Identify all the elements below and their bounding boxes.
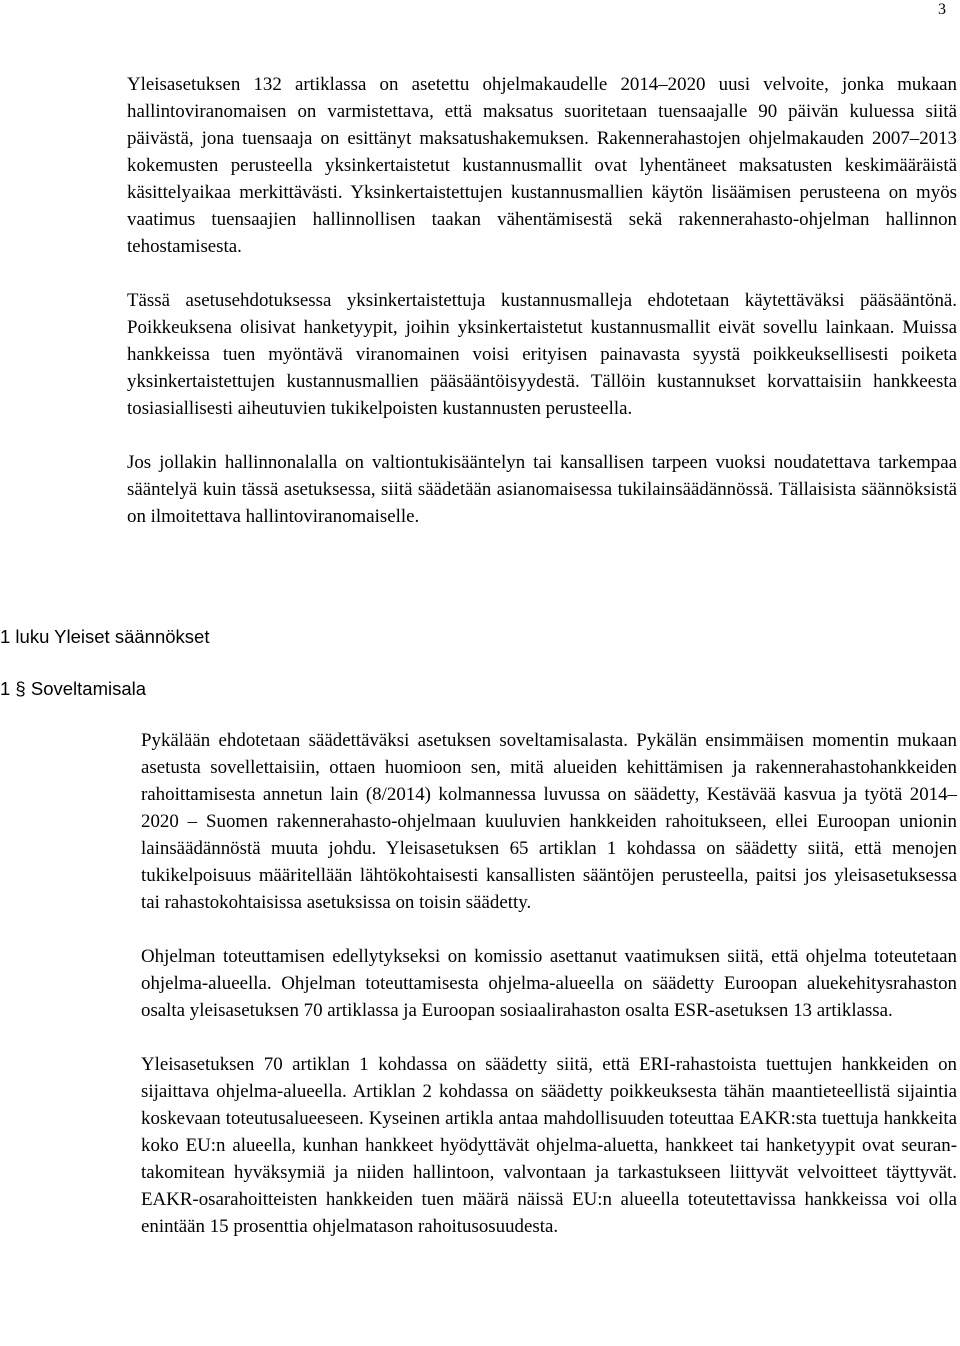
paragraph-soveltamisala: Pykälään ehdotetaan säädettäväksi asetuksen soveltamisalasta. Pykälän ensimmäisen momentin mukaan asetusta sovellettaisiin, ottaen huomioon sen, mitä alueiden kehittämisen ja rakennerahastohankkeiden rahoittamisesta annetun lain (8/2014) kolmannessa luvussa on säädetty, Kestävää kasvua ja työtä 2014–2020 – Suomen rakennerahasto-ohjelmaan kuuluvien hankkeiden rahoitukseen, ellei Euroopan unionin lainsäädännöstä muuta johdu. Yleisasetuksen 65 artiklan 1 kohdassa on säädetty siitä, että menojen tukikelpoisuus määritellään lähtökohtaisesti kansallisten sääntöjen perusteella, paitsi jos yleisasetuksessa tai rahastokohtaisissa asetuksissa on toisin säädetty.: [141, 730, 957, 913]
paragraph-artikla-70: Yleisasetuksen 70 artiklan 1 kohdassa on säädetty siitä, että ERI-rahastoista tuettujen hankkeiden on sijaittava ohjelma-alueella. Artiklan 2 kohdassa on säädetty poikkeuksesta tähän maantieteellistä sijaintia koskevaan toteutusalueeseen. Kyseinen artikla antaa mahdollisuuden toteuttaa EAKR:sta tuettuja hankkeita koko EU:n alueella, kunhan hankkeet hyödyttävät ohjelma-aluetta, hankkeet tai hanketyypit ovat seurantakomitean hyväksymiä ja niiden hallintoon, valvontaan ja tarkastukseen liittyvät velvoitteet täyttyvät. EAKR-osarahoitteisten hankkeiden tuen määrä näissä EU:n alueella toteutettavissa hankkeissa voi olla enintään 15 prosenttia ohjelmatason rahoitusosuudesta.: [141, 1054, 957, 1237]
intro-text-block: [127, 71, 957, 530]
section-text-block: [141, 727, 957, 1240]
paragraph-tukilainsaadanto: Jos jollakin hallinnonalalla on valtiontukisääntelyn tai kansallisen tarpeen vuoksi noudatettava tarkempaa sääntelyä kuin tässä asetuksessa, siitä säädetään asianomaisessa tukilainsäädännössä. Tällaisista säännöksistä on ilmoitettava hallintoviranomaiselle.: [127, 452, 957, 527]
paragraph-ohjelma-alue: Ohjelman toteuttamisen edellytykseksi on komissio asettanut vaatimuksen siitä, että ohjelma toteutetaan ohjelma-alueella. Ohjelman toteuttamisesta ohjelma-alueella on säädetty Euroopan aluekehitysrahaston osalta yleisasetuksen 70 artiklassa ja Euroopan sosiaalirahaston osalta ESR-asetuksen 13 artiklassa.: [141, 946, 957, 1021]
page-number: 3: [938, 1, 946, 18]
section-heading: 1 § Soveltamisala: [0, 678, 147, 699]
paragraph-maksatusaika: Yleisasetuksen 132 artiklassa on asetettu ohjelmakaudelle 2014–2020 uusi velvoite, jonka mukaan hallintoviranomaisen on varmistettava, että maksatus suoritetaan tuensaajalle 90 päivän kuluessa siitä päivästä, jona tuensaaja on esittänyt maksatushakemuksen. Rakennerahastojen ohjelmakauden 2007–2013 kokemusten perusteella yksinkertaistetut kustannusmallit ovat lyhentäneet maksatusten keskimääräistä käsittelyaikaa merkittävästi. Yksinkertaistettujen kustannusmallien käytön lisäämisen perusteena on myös vaatimus tuensaajien hallinnollisen taakan vähentämisestä sekä rakennerahasto-ohjelman hallinnon tehostamisesta.: [127, 74, 957, 257]
paragraph-paasaanto: Tässä asetusehdotuksessa yksinkertaistettuja kustannusmalleja ehdotetaan käytettäväksi pääsääntönä. Poikkeuksena olisivat hanketyypit, joihin yksinkertaistetut kustannusmallit eivät sovellu lainkaan. Muissa hankkeissa tuen myöntävä viranomainen voisi erityisen painavasta syystä poikkeuksellisesti poiketa yksinkertaistettujen kustannusmallien pääsääntöisyydestä. Tällöin kustannukset korvattaisiin hankkeesta tosiasiallisesti aiheutuvien tukikelpoisten kustannusten perusteella.: [127, 290, 957, 419]
chapter-heading: 1 luku Yleiset säännökset: [0, 626, 210, 647]
